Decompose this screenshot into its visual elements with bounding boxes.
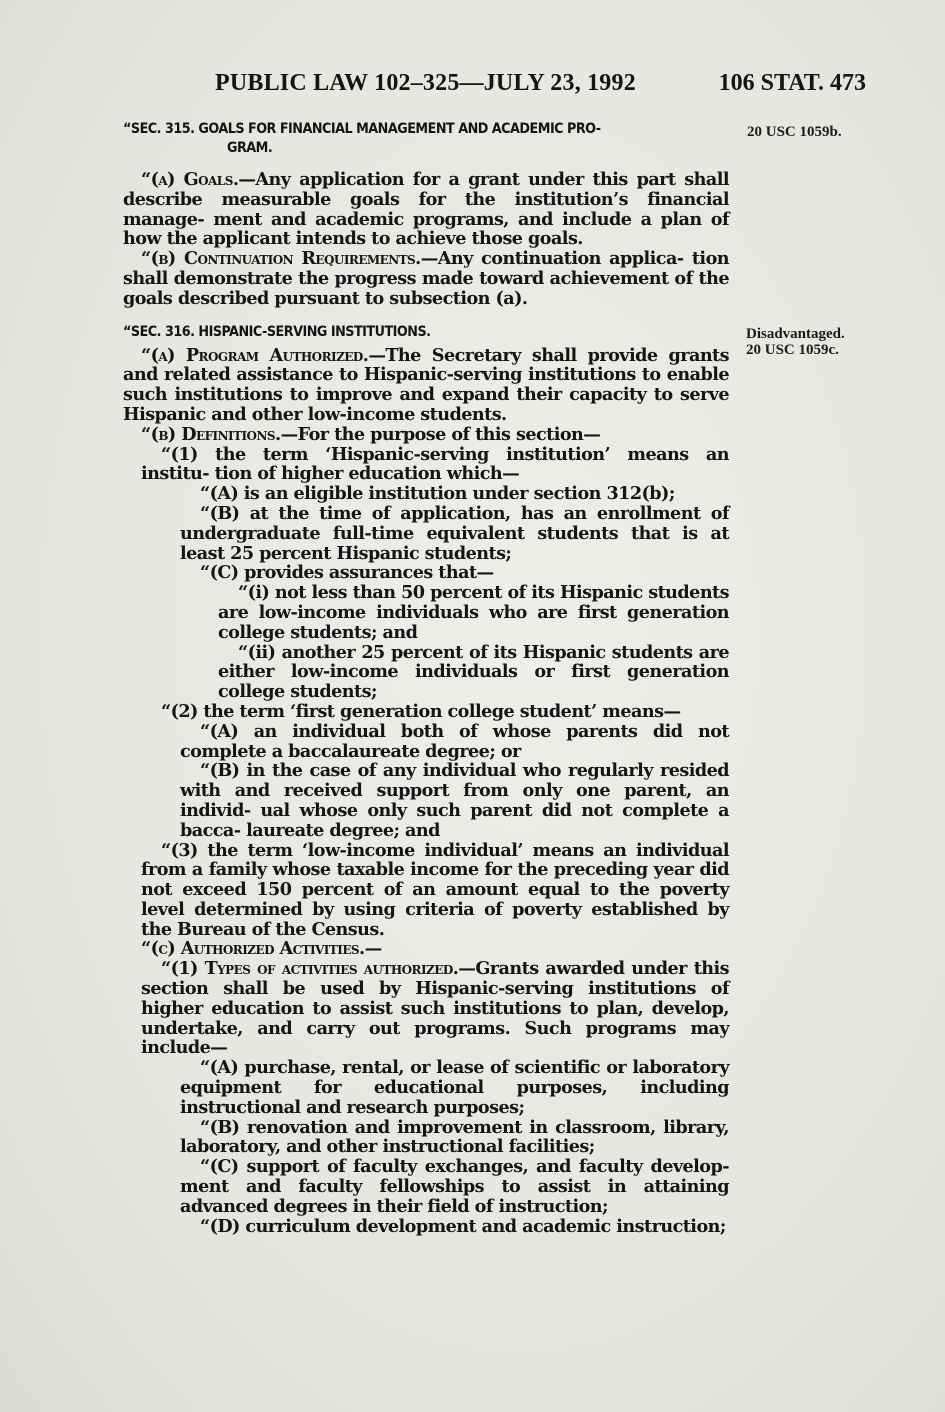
header-stat-page: 106 STAT. 473 — [718, 70, 866, 96]
header-title: PUBLIC LAW 102–325—JULY 23, 1992 — [215, 70, 636, 96]
sec316-c1D: “(D) curriculum development and academic instruction; — [200, 1215, 726, 1237]
sec316-c1A: “(A) purchase, rental, or lease of scientific or laboratory equipment for educational purposes, including instructional and research purposes; — [180, 1057, 729, 1118]
sec316-b1C: “(C) provides assurances that— — [200, 562, 494, 584]
document-body — [123, 120, 729, 1236]
sec316-a-text: —The Secretary shall provide grants and related assistance to Hispanic-serving institutions to enable such institutions to improve and expand their capacity to serve Hispanic and other low-income students. — [123, 344, 729, 425]
sec316-b3: “(3) the term ‘low-income individual’ means an individual from a family whose taxable income for the preceding year did not exceed 150 percent of an amount equal to the poverty level determined by using criteria of poverty established by the Bureau of the Census. — [141, 839, 729, 940]
section-315-heading-line1: “SEC. 315. GOALS FOR FINANCIAL MANAGEMENT AND ACADEMIC PRO- — [123, 121, 601, 137]
margin-note-sec316: 20 USC 1059c. — [746, 342, 839, 358]
sec316-b2B: “(B) in the case of any individual who regularly resided with and received support from only one parent, an individ- ual whose only such parent did not complete a bacca- laureate degree; and — [180, 760, 729, 841]
sec316-b1Ci: “(i) not less than 50 percent of its Hispanic students are low-income individuals who are first generation college students; and — [218, 582, 729, 643]
sec316-b1A: “(A) is an eligible institution under section 312(b); — [200, 483, 675, 505]
sec315-a-text: —Any application for a grant under this part shall describe measurable goals for the institution’s financial manage- ment and academic programs, and include a plan of how the applicant intends to achieve those goals. — [123, 169, 729, 250]
sec316-c-caption: “(c) Authorized Activities. — [141, 938, 365, 960]
sec316-c1 — [123, 959, 729, 1058]
sec316-b1: “(1) the term ‘Hispanic-serving institution’ means an institu- tion of higher education which— — [141, 443, 729, 485]
sec316-subsection-a — [123, 346, 729, 425]
page-header — [215, 70, 870, 110]
sec316-c1B: “(B) renovation and improvement in classroom, library, laboratory, and other instructional facilities; — [180, 1116, 729, 1158]
margin-note-disadvantaged: Disadvantaged. — [746, 326, 845, 342]
sec316-c1-text: —Grants awarded under this section shall be used by Hispanic-serving institutions of higher education to assist such institutions to plan, develop, undertake, and carry out programs. Such programs may include— — [141, 958, 729, 1059]
sec315-b-caption: “(b) Continuation Requirements. — [141, 248, 421, 270]
sec316-c-text: — — [364, 938, 382, 960]
sec316-a-caption: “(a) Program Authorized. — [141, 344, 369, 366]
sec316-b-caption: “(b) Definitions. — [141, 423, 281, 445]
sec316-b1B: “(B) at the time of application, has an enrollment of undergraduate full-time equivalent students that is at least 25 percent Hispanic students; — [180, 502, 729, 564]
sec316-subsection-b — [123, 425, 729, 445]
sec315-subsection-b — [123, 249, 729, 308]
section-315-heading-line2: GRAM. — [227, 140, 273, 156]
sec316-c1C: “(C) support of faculty exchanges, and faculty develop- ment and faculty fellowships to assist in attaining advanced degrees in their field of instruction; — [180, 1156, 729, 1217]
sec315-a-caption: “(a) Goals. — [141, 169, 239, 190]
section-315-heading — [123, 120, 729, 158]
sec316-b1Cii: “(ii) another 25 percent of its Hispanic students are either low-income individuals or first generation college students; — [218, 641, 729, 703]
margin-note-sec315: 20 USC 1059b. — [747, 124, 842, 140]
sec315-b-text: —Any continuation applica- tion shall demonstrate the progress made toward achievement of the goals described pursuant to subsection (a). — [123, 248, 729, 309]
section-316-heading: “SEC. 316. HISPANIC-SERVING INSTITUTIONS. — [123, 323, 431, 340]
sec316-c1-caption: “(1) Types of activities authorized. — [161, 958, 459, 980]
sec316-subsection-c — [123, 939, 729, 959]
sec316-b2A: “(A) an individual both of whose parents did not complete a baccalaureate degree; or — [180, 720, 729, 762]
sec315-subsection-a — [123, 170, 729, 249]
sec316-b-text: —For the purpose of this section— — [280, 423, 601, 445]
sec316-b2: “(2) the term ‘first generation college student’ means— — [161, 700, 681, 722]
